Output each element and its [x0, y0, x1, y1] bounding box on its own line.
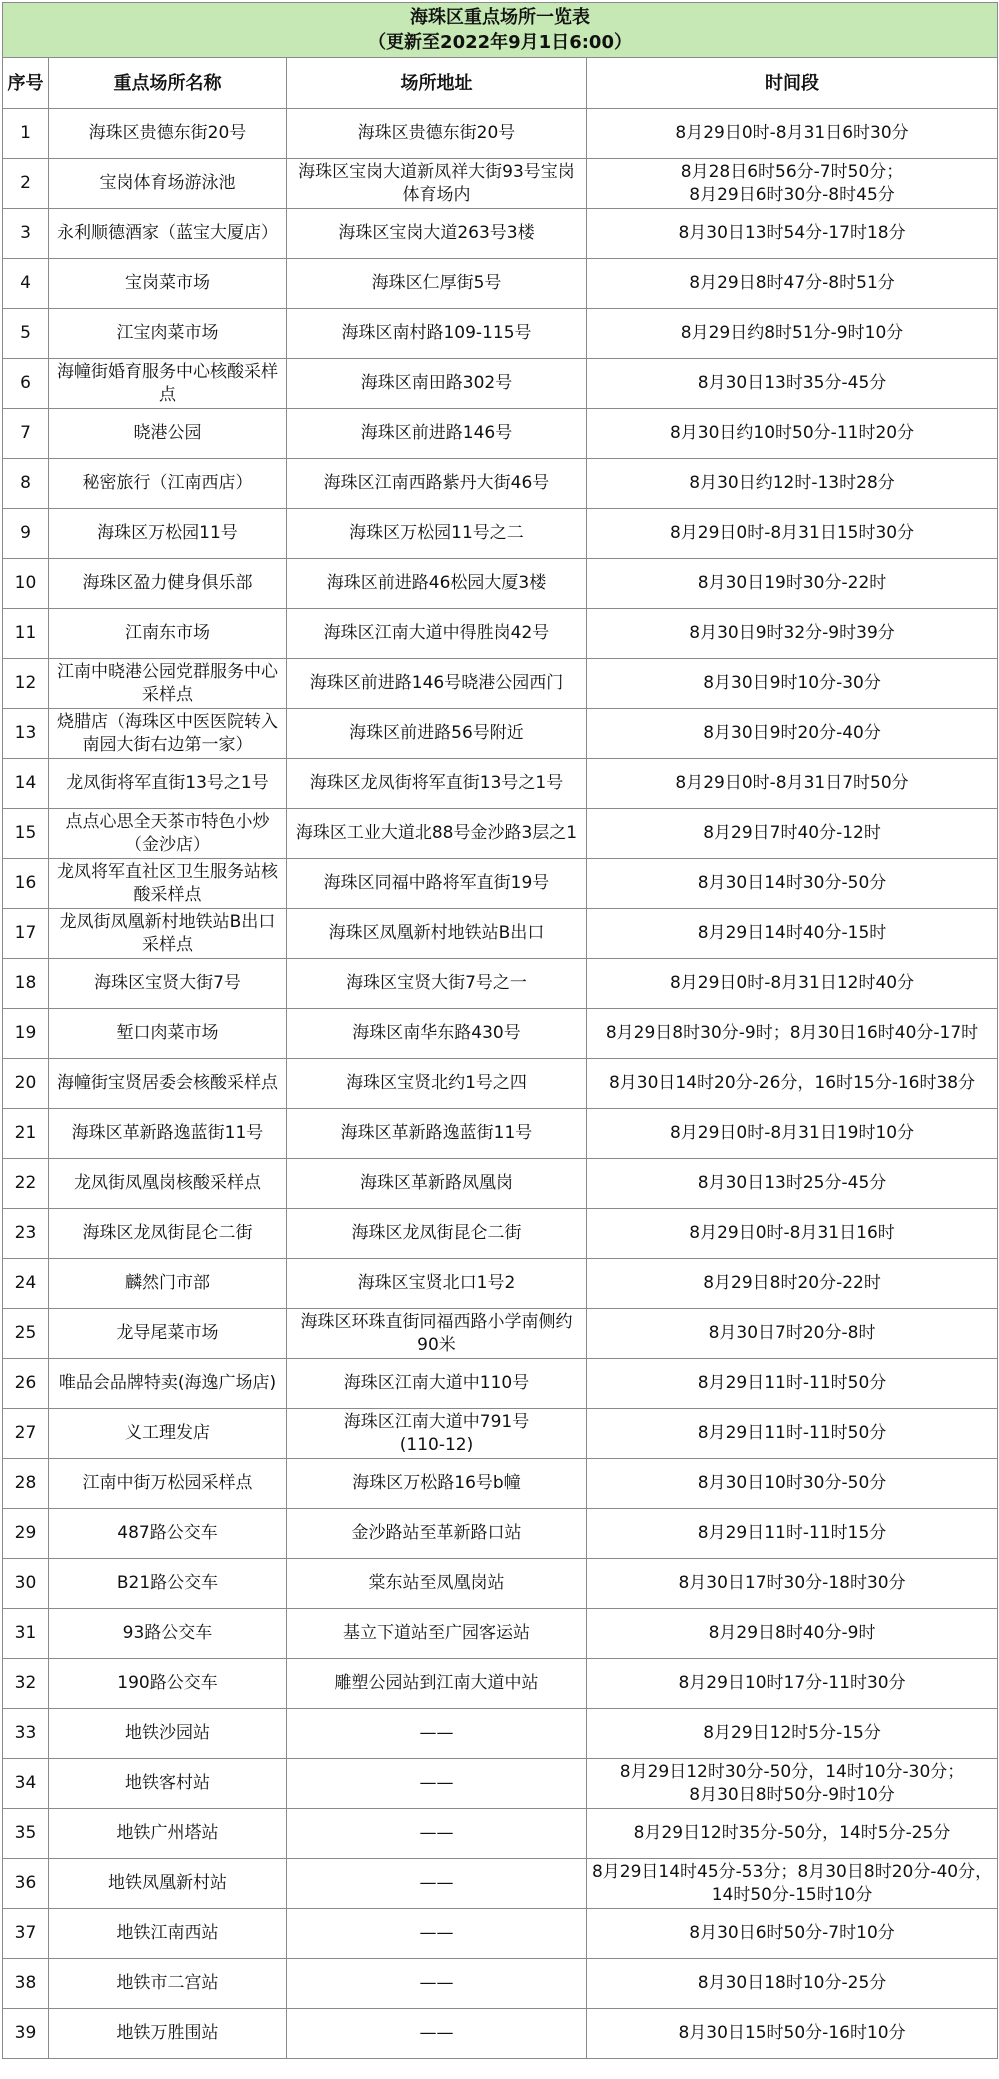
cell-address: 雕塑公园站到江南大道中站 — [287, 1659, 587, 1709]
cell-no: 15 — [3, 809, 49, 859]
cell-address: 海珠区环珠直街同福西路小学南侧约90米 — [287, 1309, 587, 1359]
table-title-row — [3, 3, 998, 58]
table-row — [3, 109, 998, 159]
cell-place-name: 海珠区万松园11号 — [49, 509, 287, 559]
cell-time: 8月29日8时30分-9时；8月30日16时40分-17时 — [587, 1009, 998, 1059]
cell-time: 8月30日6时50分-7时10分 — [587, 1909, 998, 1959]
cell-place-name: 江南中街万松园采样点 — [49, 1459, 287, 1509]
cell-address: 海珠区江南大道中791号 (110-12) — [287, 1409, 587, 1459]
cell-time: 8月28日6时56分-7时50分； 8月29日6时30分-8时45分 — [587, 159, 998, 209]
table-row — [3, 1809, 998, 1859]
cell-no: 30 — [3, 1559, 49, 1609]
table-row — [3, 809, 998, 859]
cell-address: —— — [287, 2009, 587, 2059]
cell-address: 海珠区革新路逸蓝街11号 — [287, 1109, 587, 1159]
cell-address: —— — [287, 1959, 587, 2009]
cell-time: 8月29日11时-11时50分 — [587, 1359, 998, 1409]
cell-address: 海珠区龙凤街将军直街13号之1号 — [287, 759, 587, 809]
cell-place-name: 唯品会品牌特卖(海逸广场店) — [49, 1359, 287, 1409]
header-address: 场所地址 — [287, 58, 587, 109]
cell-address: 海珠区江南大道中得胜岗42号 — [287, 609, 587, 659]
cell-address: 金沙路站至革新路口站 — [287, 1509, 587, 1559]
table-title-line1: 海珠区重点场所一览表 — [410, 7, 591, 28]
cell-no: 8 — [3, 459, 49, 509]
cell-no: 19 — [3, 1009, 49, 1059]
table-row — [3, 759, 998, 809]
cell-time: 8月29日12时35分-50分，14时5分-25分 — [587, 1809, 998, 1859]
table-row — [3, 1759, 998, 1809]
cell-place-name: 秘密旅行（江南西店） — [49, 459, 287, 509]
table-title — [3, 3, 998, 58]
cell-place-name: 海珠区革新路逸蓝街11号 — [49, 1109, 287, 1159]
cell-no: 31 — [3, 1609, 49, 1659]
table-row — [3, 1409, 998, 1459]
cell-no: 37 — [3, 1909, 49, 1959]
cell-no: 22 — [3, 1159, 49, 1209]
cell-time: 8月29日8时20分-22时 — [587, 1259, 998, 1309]
cell-time: 8月30日9时10分-30分 — [587, 659, 998, 709]
cell-address: 海珠区同福中路将军直街19号 — [287, 859, 587, 909]
cell-no: 35 — [3, 1809, 49, 1859]
cell-address: 海珠区江南西路紫丹大街46号 — [287, 459, 587, 509]
cell-place-name: 487路公交车 — [49, 1509, 287, 1559]
cell-no: 18 — [3, 959, 49, 1009]
cell-time: 8月29日11时-11时15分 — [587, 1509, 998, 1559]
cell-place-name: 江南中晓港公园党群服务中心采样点 — [49, 659, 287, 709]
cell-no: 28 — [3, 1459, 49, 1509]
cell-place-name: 江南东市场 — [49, 609, 287, 659]
cell-no: 5 — [3, 309, 49, 359]
cell-time: 8月29日12时30分-50分，14时10分-30分； 8月30日8时50分-9时10分 — [587, 1759, 998, 1809]
header-no: 序号 — [3, 58, 49, 109]
cell-address: 海珠区宝贤北口1号2 — [287, 1259, 587, 1309]
cell-no: 21 — [3, 1109, 49, 1159]
table-row — [3, 309, 998, 359]
cell-place-name: 龙凤街将军直街13号之1号 — [49, 759, 287, 809]
cell-time: 8月29日11时-11时50分 — [587, 1409, 998, 1459]
table-row — [3, 209, 998, 259]
cell-place-name: 地铁广州塔站 — [49, 1809, 287, 1859]
table-row — [3, 409, 998, 459]
cell-time: 8月29日0时-8月31日19时10分 — [587, 1109, 998, 1159]
table-row — [3, 1559, 998, 1609]
cell-no: 33 — [3, 1709, 49, 1759]
cell-no: 10 — [3, 559, 49, 609]
cell-place-name: B21路公交车 — [49, 1559, 287, 1609]
table-row — [3, 359, 998, 409]
cell-place-name: 宝岗菜市场 — [49, 259, 287, 309]
cell-time: 8月30日14时20分-26分，16时15分-16时38分 — [587, 1059, 998, 1109]
cell-time: 8月30日9时20分-40分 — [587, 709, 998, 759]
cell-address: 海珠区革新路凤凰岗 — [287, 1159, 587, 1209]
table-row — [3, 659, 998, 709]
cell-address: 海珠区南村路109-115号 — [287, 309, 587, 359]
table-row — [3, 559, 998, 609]
cell-address: —— — [287, 1709, 587, 1759]
cell-place-name: 龙凤街凤凰岗核酸采样点 — [49, 1159, 287, 1209]
cell-no: 6 — [3, 359, 49, 409]
cell-address: 海珠区宝岗大道263号3楼 — [287, 209, 587, 259]
table-row — [3, 259, 998, 309]
cell-time: 8月29日14时45分-53分；8月30日8时20分-40分，14时50分-15时10分 — [587, 1859, 998, 1909]
cell-no: 24 — [3, 1259, 49, 1309]
cell-no: 12 — [3, 659, 49, 709]
cell-address: 海珠区前进路146号晓港公园西门 — [287, 659, 587, 709]
table-body — [3, 109, 998, 2059]
cell-time: 8月29日14时40分-15时 — [587, 909, 998, 959]
cell-no: 3 — [3, 209, 49, 259]
table-row — [3, 459, 998, 509]
cell-place-name: 地铁市二宫站 — [49, 1959, 287, 2009]
cell-no: 14 — [3, 759, 49, 809]
cell-address: 海珠区万松园11号之二 — [287, 509, 587, 559]
cell-place-name: 江宝肉菜市场 — [49, 309, 287, 359]
cell-time: 8月30日约10时50分-11时20分 — [587, 409, 998, 459]
cell-address: 海珠区前进路56号附近 — [287, 709, 587, 759]
cell-address: 基立下道站至广园客运站 — [287, 1609, 587, 1659]
cell-place-name: 龙凤街凤凰新村地铁站B出口采样点 — [49, 909, 287, 959]
cell-place-name: 义工理发店 — [49, 1409, 287, 1459]
cell-no: 1 — [3, 109, 49, 159]
cell-time: 8月29日10时17分-11时30分 — [587, 1659, 998, 1709]
table-row — [3, 1259, 998, 1309]
cell-address: 海珠区凤凰新村地铁站B出口 — [287, 909, 587, 959]
table-row — [3, 1209, 998, 1259]
cell-no: 38 — [3, 1959, 49, 2009]
cell-place-name: 海幢街婚育服务中心核酸采样点 — [49, 359, 287, 409]
table-title-line2: （更新至2022年9月1日6:00） — [368, 32, 632, 53]
cell-address: —— — [287, 1909, 587, 1959]
cell-place-name: 龙凤将军直社区卫生服务站核酸采样点 — [49, 859, 287, 909]
cell-place-name: 堑口肉菜市场 — [49, 1009, 287, 1059]
cell-place-name: 海珠区盈力健身俱乐部 — [49, 559, 287, 609]
cell-no: 26 — [3, 1359, 49, 1409]
cell-no: 9 — [3, 509, 49, 559]
key-places-table — [2, 2, 998, 2059]
cell-place-name: 海珠区宝贤大街7号 — [49, 959, 287, 1009]
cell-address: 海珠区南田路302号 — [287, 359, 587, 409]
cell-place-name: 点点心思全天茶市特色小炒（金沙店） — [49, 809, 287, 859]
cell-time: 8月29日7时40分-12时 — [587, 809, 998, 859]
table-row — [3, 859, 998, 909]
cell-place-name: 190路公交车 — [49, 1659, 287, 1709]
cell-no: 29 — [3, 1509, 49, 1559]
cell-address: 海珠区江南大道中110号 — [287, 1359, 587, 1409]
cell-place-name: 烧腊店（海珠区中医医院转入南园大街右边第一家） — [49, 709, 287, 759]
table-row — [3, 509, 998, 559]
cell-address: 海珠区贵德东街20号 — [287, 109, 587, 159]
table-row — [3, 1909, 998, 1959]
table-row — [3, 159, 998, 209]
cell-address: —— — [287, 1809, 587, 1859]
cell-time: 8月30日18时10分-25分 — [587, 1959, 998, 2009]
cell-time: 8月30日13时35分-45分 — [587, 359, 998, 409]
cell-address: 海珠区宝贤大街7号之一 — [287, 959, 587, 1009]
cell-place-name: 永利顺德酒家（蓝宝大厦店） — [49, 209, 287, 259]
cell-time: 8月29日0时-8月31日15时30分 — [587, 509, 998, 559]
table-row — [3, 1709, 998, 1759]
cell-place-name: 地铁凤凰新村站 — [49, 1859, 287, 1909]
cell-place-name: 宝岗体育场游泳池 — [49, 159, 287, 209]
cell-no: 34 — [3, 1759, 49, 1809]
table-row — [3, 1609, 998, 1659]
cell-place-name: 龙导尾菜市场 — [49, 1309, 287, 1359]
cell-time: 8月30日14时30分-50分 — [587, 859, 998, 909]
cell-place-name: 晓港公园 — [49, 409, 287, 459]
cell-place-name: 地铁万胜围站 — [49, 2009, 287, 2059]
cell-no: 16 — [3, 859, 49, 909]
cell-place-name: 地铁沙园站 — [49, 1709, 287, 1759]
cell-address: 海珠区仁厚街5号 — [287, 259, 587, 309]
table-row — [3, 909, 998, 959]
cell-time: 8月30日9时32分-9时39分 — [587, 609, 998, 659]
table-row — [3, 709, 998, 759]
cell-time: 8月29日8时47分-8时51分 — [587, 259, 998, 309]
table-row — [3, 1109, 998, 1159]
table-row — [3, 1159, 998, 1209]
table-row — [3, 1009, 998, 1059]
header-time: 时间段 — [587, 58, 998, 109]
cell-time: 8月29日0时-8月31日6时30分 — [587, 109, 998, 159]
cell-time: 8月29日12时5分-15分 — [587, 1709, 998, 1759]
cell-no: 39 — [3, 2009, 49, 2059]
cell-address: —— — [287, 1759, 587, 1809]
cell-no: 17 — [3, 909, 49, 959]
table-row — [3, 1659, 998, 1709]
cell-no: 25 — [3, 1309, 49, 1359]
cell-time: 8月29日8时40分-9时 — [587, 1609, 998, 1659]
table-row — [3, 1959, 998, 2009]
table-row — [3, 959, 998, 1009]
cell-time: 8月30日13时54分-17时18分 — [587, 209, 998, 259]
cell-address: 海珠区宝岗大道新凤祥大街93号宝岗体育场内 — [287, 159, 587, 209]
cell-place-name: 地铁客村站 — [49, 1759, 287, 1809]
cell-no: 20 — [3, 1059, 49, 1109]
table-row — [3, 1459, 998, 1509]
cell-place-name: 海珠区贵德东街20号 — [49, 109, 287, 159]
table-row — [3, 1509, 998, 1559]
cell-place-name: 地铁江南西站 — [49, 1909, 287, 1959]
cell-address: 海珠区前进路146号 — [287, 409, 587, 459]
header-row — [3, 58, 998, 109]
table-container — [2, 2, 997, 2059]
cell-time: 8月30日10时30分-50分 — [587, 1459, 998, 1509]
table-row — [3, 1859, 998, 1909]
cell-address: 海珠区工业大道北88号金沙路3层之1 — [287, 809, 587, 859]
cell-place-name: 93路公交车 — [49, 1609, 287, 1659]
cell-time: 8月30日约12时-13时28分 — [587, 459, 998, 509]
cell-address: 海珠区万松路16号b幢 — [287, 1459, 587, 1509]
cell-address: 海珠区宝贤北约1号之四 — [287, 1059, 587, 1109]
cell-time: 8月30日17时30分-18时30分 — [587, 1559, 998, 1609]
cell-no: 32 — [3, 1659, 49, 1709]
table-row — [3, 1359, 998, 1409]
cell-place-name: 麟然门市部 — [49, 1259, 287, 1309]
table-row — [3, 1059, 998, 1109]
cell-time: 8月30日15时50分-16时10分 — [587, 2009, 998, 2059]
cell-address: 海珠区南华东路430号 — [287, 1009, 587, 1059]
header-name: 重点场所名称 — [49, 58, 287, 109]
cell-time: 8月29日0时-8月31日16时 — [587, 1209, 998, 1259]
cell-time: 8月29日0时-8月31日7时50分 — [587, 759, 998, 809]
table-row — [3, 609, 998, 659]
cell-address: 棠东站至凤凰岗站 — [287, 1559, 587, 1609]
table-row — [3, 1309, 998, 1359]
cell-address: —— — [287, 1859, 587, 1909]
cell-time: 8月30日7时20分-8时 — [587, 1309, 998, 1359]
cell-no: 23 — [3, 1209, 49, 1259]
cell-address: 海珠区前进路46松园大厦3楼 — [287, 559, 587, 609]
cell-time: 8月29日约8时51分-9时10分 — [587, 309, 998, 359]
cell-no: 11 — [3, 609, 49, 659]
cell-no: 7 — [3, 409, 49, 459]
cell-time: 8月29日0时-8月31日12时40分 — [587, 959, 998, 1009]
cell-place-name: 海珠区龙凤街昆仑二街 — [49, 1209, 287, 1259]
cell-time: 8月30日19时30分-22时 — [587, 559, 998, 609]
cell-no: 2 — [3, 159, 49, 209]
cell-address: 海珠区龙凤街昆仑二街 — [287, 1209, 587, 1259]
cell-time: 8月30日13时25分-45分 — [587, 1159, 998, 1209]
cell-no: 36 — [3, 1859, 49, 1909]
cell-no: 4 — [3, 259, 49, 309]
table-row — [3, 2009, 998, 2059]
cell-no: 27 — [3, 1409, 49, 1459]
cell-place-name: 海幢街宝贤居委会核酸采样点 — [49, 1059, 287, 1109]
cell-no: 13 — [3, 709, 49, 759]
